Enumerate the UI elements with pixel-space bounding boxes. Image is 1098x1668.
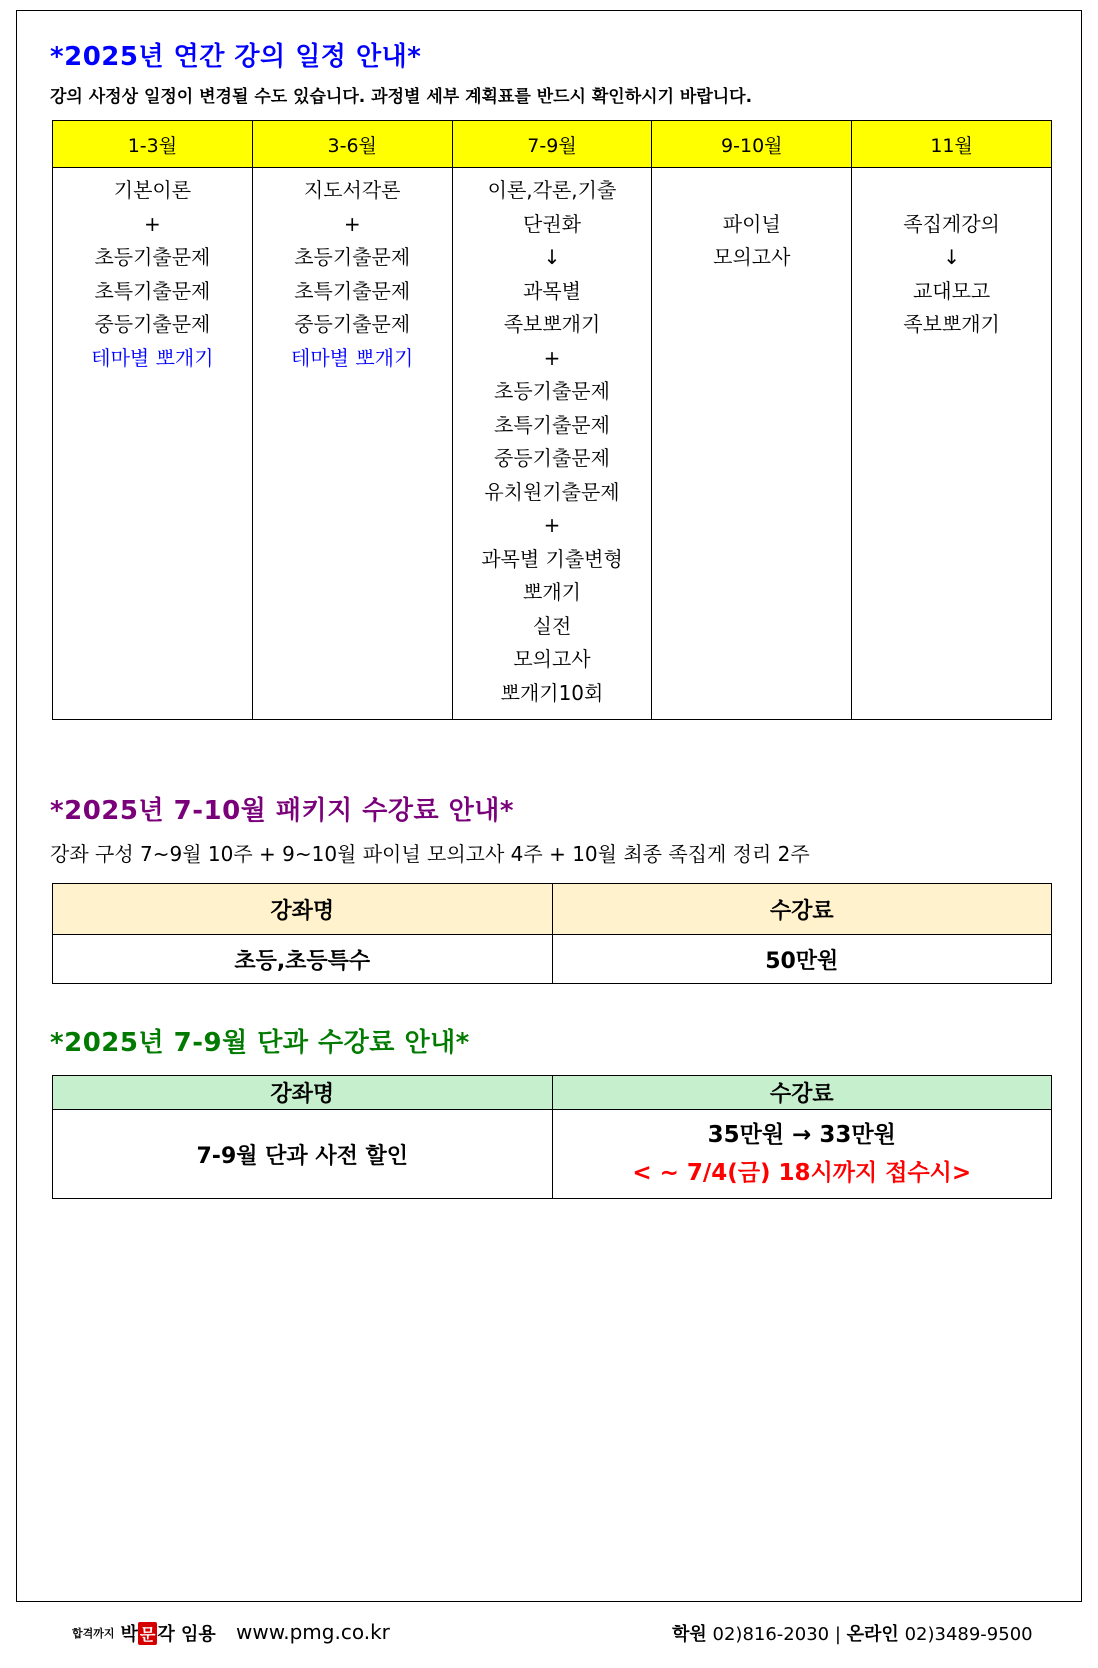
schedule-line: 실전 xyxy=(532,613,572,638)
single-fee-cell xyxy=(552,1110,1052,1199)
schedule-line: 지도서각론 xyxy=(303,178,401,202)
single-fee-table xyxy=(52,1075,1052,1199)
package-course-name: 초등,초등특수 xyxy=(53,935,553,984)
schedule-cell-4 xyxy=(652,168,852,720)
schedule-line: 뽀개기 xyxy=(523,580,581,604)
schedule-line: 초등기출문제 xyxy=(294,245,411,269)
schedule-cell-5 xyxy=(852,168,1052,720)
schedule-line: 파이널 xyxy=(722,211,781,236)
package-title: *2025년 7-10월 패키지 수강료 안내* xyxy=(50,796,514,826)
footer-url[interactable]: www.pmg.co.kr xyxy=(236,1620,390,1644)
schedule-line: 족보뽀개기 xyxy=(503,312,601,336)
schedule-header-4: 9-10월 xyxy=(652,121,852,168)
schedule-header-2: 3-6월 xyxy=(252,121,452,168)
logo-brand-a: 박 xyxy=(120,1624,138,1645)
down-arrow: ↓ xyxy=(943,245,960,269)
package-header-course: 강좌명 xyxy=(53,884,553,935)
schedule-line: 과목별 기출변형 xyxy=(481,546,623,571)
schedule-line: 족집게강의 xyxy=(903,211,1000,236)
footer-contact xyxy=(672,1620,1033,1646)
schedule-line: + xyxy=(343,211,361,236)
schedule-line: 초등기출문제 xyxy=(94,245,211,269)
logo-brand-c: 임용 xyxy=(181,1624,216,1645)
single-header-course: 강좌명 xyxy=(53,1076,553,1110)
schedule-table xyxy=(52,120,1052,720)
online-phone: 02)3489-9500 xyxy=(904,1624,1033,1645)
schedule-line: 단권화 xyxy=(523,211,581,236)
schedule-cell-2 xyxy=(252,168,452,720)
schedule-header-5: 11월 xyxy=(852,121,1052,168)
schedule-highlight-line: 테마별 뽀개기 xyxy=(91,345,214,370)
single-header-fee: 수강료 xyxy=(552,1076,1052,1110)
single-header-row xyxy=(53,1076,1052,1110)
schedule-title: *2025년 연간 강의 일정 안내* xyxy=(50,42,422,72)
single-price: 35만원 → 33만원 xyxy=(707,1122,896,1148)
schedule-line: 중등기출문제 xyxy=(494,446,610,470)
package-row xyxy=(53,935,1052,984)
schedule-header-row xyxy=(53,121,1052,168)
logo-brand-mark: 문 xyxy=(138,1622,157,1645)
schedule-line: + xyxy=(543,345,561,370)
schedule-line: 초등기출문제 xyxy=(494,379,610,403)
schedule-line: 모의고사 xyxy=(513,647,591,671)
academy-phone: 02)816-2030 xyxy=(712,1624,830,1645)
schedule-line: 중등기출문제 xyxy=(294,312,411,336)
schedule-line: 중등기출문제 xyxy=(94,312,211,336)
package-fee-table xyxy=(52,883,1052,984)
package-note: 강좌 구성 7~9월 10주 + 9~10월 파이널 모의고사 4주 + 10월 최종 족집게 정리 2주 xyxy=(50,842,810,866)
schedule-header-1: 1-3월 xyxy=(53,121,253,168)
schedule-line: 초특기출문제 xyxy=(294,278,411,303)
logo-tagline: 합격까지 xyxy=(72,1627,115,1640)
single-course-name: 7-9월 단과 사전 할인 xyxy=(53,1110,553,1199)
schedule-body-row xyxy=(53,168,1052,720)
brand-logo xyxy=(72,1620,216,1646)
online-label: 온라인 xyxy=(846,1624,899,1645)
footer-separator: | xyxy=(834,1624,841,1645)
schedule-cell-3 xyxy=(452,168,652,720)
package-header-fee: 수강료 xyxy=(552,884,1052,935)
schedule-line: 교대모고 xyxy=(912,278,991,303)
single-row xyxy=(53,1110,1052,1199)
schedule-line: 뽀개기10회 xyxy=(500,680,604,705)
single-condition: < ~ 7/4(금) 18시까지 접수시> xyxy=(632,1160,972,1186)
schedule-line: 기본이론 xyxy=(113,178,192,202)
schedule-cell-1 xyxy=(53,168,253,720)
schedule-line: 초특기출문제 xyxy=(94,278,211,303)
schedule-line: 모의고사 xyxy=(713,245,791,269)
schedule-header-3: 7-9월 xyxy=(452,121,652,168)
schedule-line: + xyxy=(144,211,161,236)
down-arrow: ↓ xyxy=(543,245,561,269)
schedule-line: 이론,각론,기출 xyxy=(487,178,617,202)
schedule-highlight-line: 테마별 뽀개기 xyxy=(291,345,414,370)
package-header-row xyxy=(53,884,1052,935)
schedule-note: 강의 사정상 일정이 변경될 수도 있습니다. 과정별 세부 계획표를 반드시 확인하시기 바랍니다. xyxy=(50,87,753,107)
package-fee: 50만원 xyxy=(552,935,1052,984)
logo-brand-b: 각 xyxy=(157,1624,175,1645)
logo-brand xyxy=(121,1620,216,1646)
single-title: *2025년 7-9월 단과 수강료 안내* xyxy=(50,1028,470,1058)
schedule-line: 초특기출문제 xyxy=(494,412,610,437)
schedule-line: 족보뽀개기 xyxy=(903,312,1000,336)
schedule-line: + xyxy=(543,513,561,537)
schedule-line: 과목별 xyxy=(523,278,581,303)
academy-label: 학원 xyxy=(672,1624,707,1645)
schedule-line: 유치원기출문제 xyxy=(484,479,620,504)
